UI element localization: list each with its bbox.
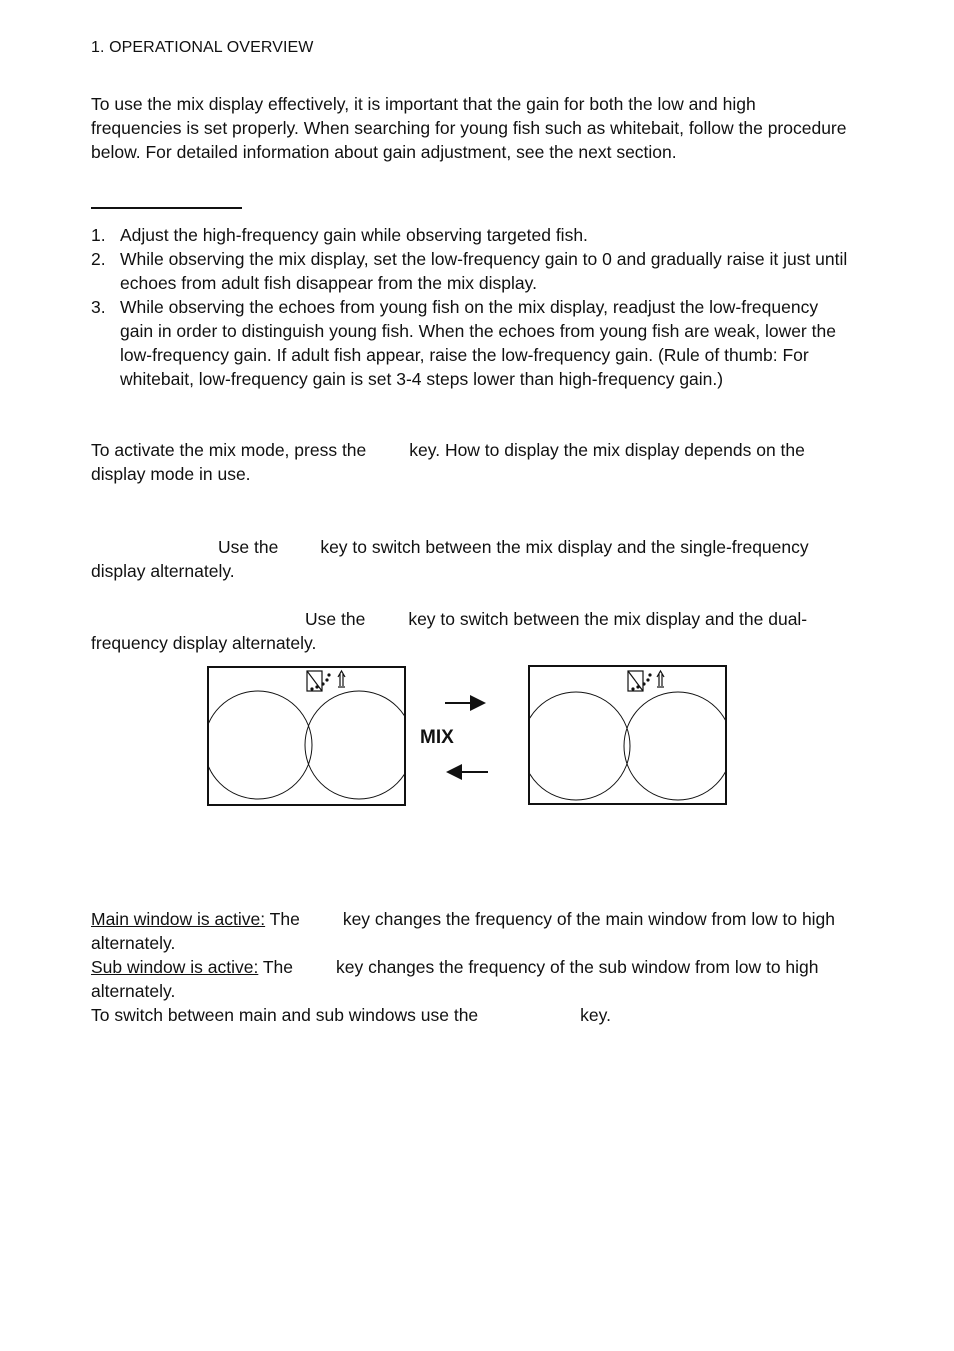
dual-text-before: Use the [305,609,366,629]
dual-mode-paragraph [91,607,851,655]
sub-window-text-after: key changes the frequency of the sub window from low to high alternately. [91,957,819,1001]
left-screen-diagram [207,666,406,806]
procedure-list [91,223,851,391]
sub-window-label: Sub window is active: [91,957,259,977]
mix-display-icon [628,671,664,691]
arrow-right-icon [440,690,490,716]
intro-paragraph: To use the mix display effectively, it is important that the gain for both the low and high frequencies is set properly. When searching for young fish such as whitebait, follow the procedure below. For detailed information about gain adjustment, see the next section. [91,94,847,162]
section-rule [91,207,242,209]
sub-window-text-before: The [262,957,294,977]
single-mode-paragraph [91,535,851,583]
dual-text-after: key to switch between the mix display and the dual-frequency display alternately. [91,609,808,653]
activate-text-after: key. How to display the mix display depends on the display mode in use. [91,440,805,484]
list-item [91,247,851,295]
running-header: 1. OPERATIONAL OVERVIEW [91,39,314,56]
single-text-after: key to switch between the mix display and the single-frequency display alternately. [91,537,809,581]
switch-text-before: To switch between main and sub windows use the [91,1005,479,1025]
activate-text-before: To activate the mix mode, press the [91,440,367,460]
sub-window-paragraph [91,955,851,1003]
switch-text-after: key. [580,1005,611,1025]
single-text-before: Use the [218,537,279,557]
right-screen-diagram [528,665,727,805]
mix-display-icon [307,671,345,691]
activate-paragraph [91,438,851,486]
list-item-text: Adjust the high-frequency gain while observing targeted fish. [120,225,588,245]
list-item-text: While observing the mix display, set the low-frequency gain to 0 and gradually raise it just until echoes from adult fish disappear from the mix display. [120,249,848,293]
list-item [91,223,851,247]
dual-circles-graphic [209,668,404,804]
list-item [91,295,851,391]
dual-circles-graphic [530,667,725,803]
list-item-text: While observing the echoes from young fish on the mix display, readjust the low-frequency gain in order to distinguish young fish. When the echoes from young fish are weak, lower the low-frequency gain. If adult fish appear, raise the low-frequency gain. (Rule of thumb: For whitebait, low-frequency gain is set 3-4 steps lower than high-frequency gain.) [120,297,836,389]
switch-windows-paragraph [91,1003,851,1027]
list-item-number: 2. [91,249,106,269]
list-item-number: 3. [91,297,106,317]
main-window-paragraph [91,907,851,955]
list-item-number: 1. [91,225,106,245]
mix-key-label: MIX [420,727,454,748]
main-window-text-before: The [269,909,300,929]
arrow-left-icon [440,759,492,785]
main-window-label: Main window is active: [91,909,266,929]
main-window-text-after: key changes the frequency of the main window from low to high alternately. [91,909,836,953]
